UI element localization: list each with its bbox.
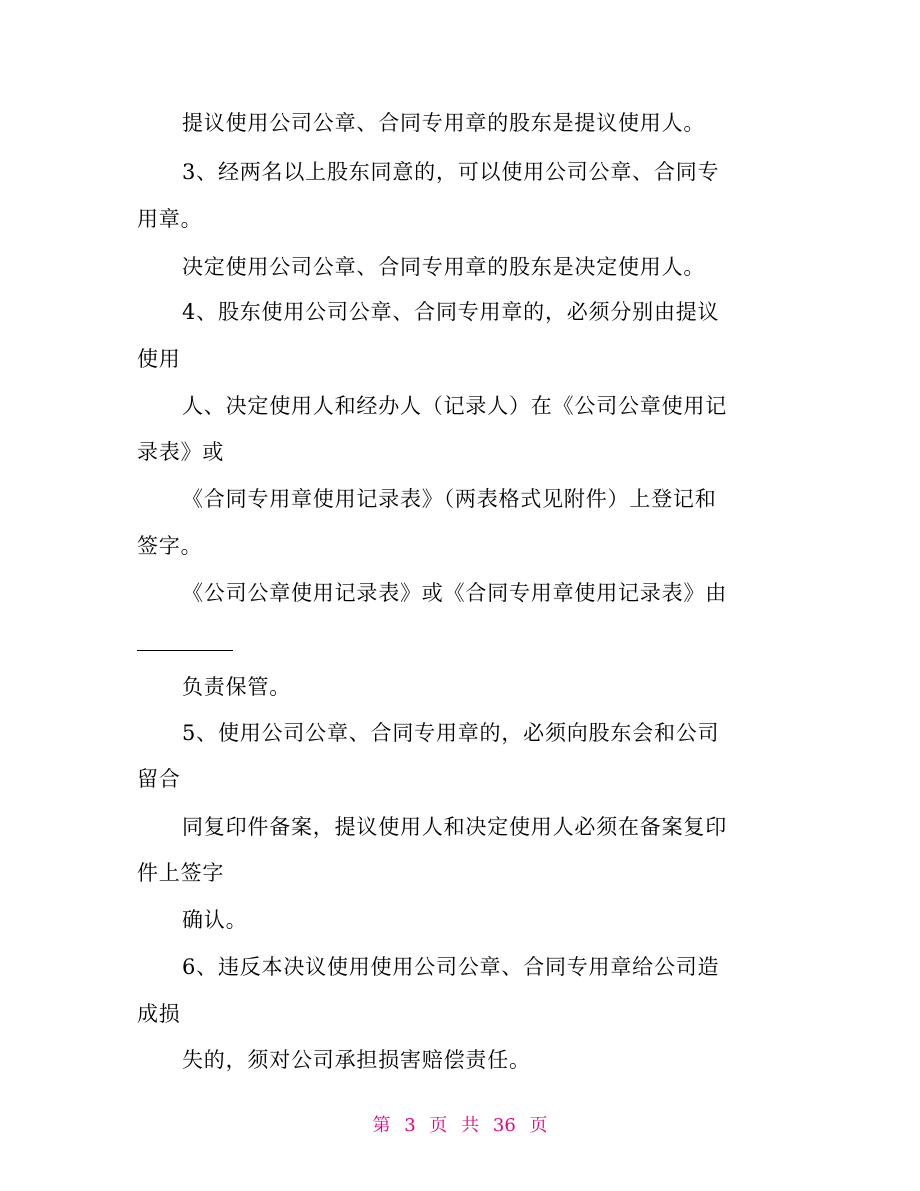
text-line: 同复印件备案，提议使用人和决定使用人必须在备案复印 — [182, 815, 727, 839]
text-line: 6、违反本决议使用使用公司公章、合同专用章给公司造 — [182, 955, 720, 979]
text-line: 4、股东使用公司公章、合同专用章的，必须分别由提议 — [182, 300, 720, 324]
text-line: 签字。 — [137, 534, 203, 558]
text-line: 《合同专用章使用记录表》（两表格式见附件）上登记和 — [182, 487, 717, 511]
text-line: 件上签字 — [137, 861, 225, 885]
text-line: 使用 — [137, 347, 181, 371]
horizontal-rule — [137, 650, 233, 651]
text-line: 3、经两名以上股东同意的，可以使用公司公章、合同专 — [182, 160, 720, 184]
page-number-footer — [0, 1113, 920, 1139]
page-label-suffix: 页 — [529, 1115, 548, 1136]
text-line: 留合 — [137, 767, 181, 791]
text-line: 决定使用公司公章、合同专用章的股东是决定使用人。 — [182, 255, 706, 279]
text-line: 《公司公章使用记录表》或《合同专用章使用记录表》由 — [182, 581, 727, 605]
text-line: 失的，须对公司承担损害赔偿责任。 — [182, 1048, 531, 1072]
text-line: 录表》或 — [137, 440, 225, 464]
text-line: 负责保管。 — [182, 675, 291, 699]
text-line: 用章。 — [137, 207, 203, 231]
text-line: 提议使用公司公章、合同专用章的股东是提议使用人。 — [182, 111, 706, 135]
text-line: 确认。 — [182, 908, 248, 932]
current-page-number: 3 — [404, 1115, 416, 1136]
text-line: 人、决定使用人和经办人（记录人）在《公司公章使用记 — [182, 394, 727, 418]
page-label-mid2: 共 — [461, 1115, 480, 1136]
page-label-mid1: 页 — [429, 1115, 448, 1136]
text-line: 5、使用公司公章、合同专用章的，必须向股东会和公司 — [182, 721, 720, 745]
page-label-prefix: 第 — [372, 1115, 391, 1136]
total-pages-number: 36 — [492, 1115, 516, 1136]
text-line: 成损 — [137, 1002, 181, 1026]
